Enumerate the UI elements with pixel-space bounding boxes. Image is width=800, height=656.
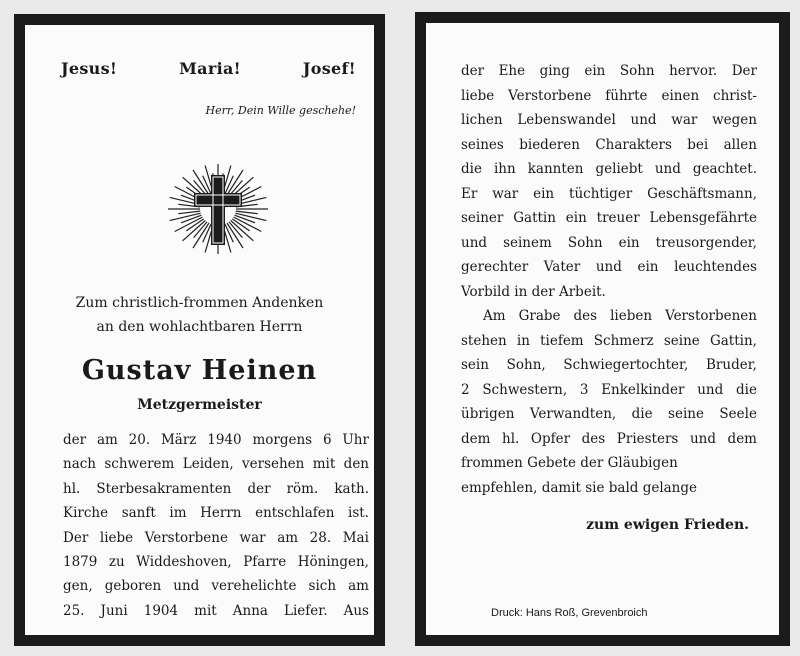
invocation-josef: Josef!: [302, 59, 356, 78]
deceased-name: Gustav Heinen: [81, 355, 318, 386]
body-line: Kirche sanft im Herrn entschlafen ist.: [63, 505, 369, 522]
body-line: gerechter Vater und ein leuchtendes: [461, 259, 757, 275]
occupation: Metzgermeister: [137, 397, 262, 413]
dedication-line-1: Zum christlich-frommen Andenken: [75, 295, 324, 311]
body-line: übrigen Verwandten, die seine Seele: [461, 406, 757, 422]
cross-with-rays-icon: [165, 161, 271, 257]
ray: [236, 211, 258, 214]
body-line: die ihn kannten geliebt und geachtet.: [461, 161, 757, 177]
body-line: lichen Lebenswandel und war wegen: [461, 112, 757, 128]
body-line: dem hl. Opfer des Priesters und dem: [461, 430, 757, 447]
body-line: nach schwerem Leiden, versehen mit den: [63, 456, 369, 473]
printer-credit: Druck: Hans Roß, Grevenbroich: [491, 607, 648, 619]
body-line: 25. Juni 1904 mit Anna Liefer. Aus: [63, 602, 369, 619]
body-line: frommen Gebete der Gläubigen: [461, 455, 678, 471]
invocation-maria: Maria!: [179, 59, 241, 78]
body-line: empfehlen, damit sie bald gelange: [461, 479, 698, 496]
prayer-line: Herr, Dein Wille geschehe!: [205, 104, 356, 117]
invocation: [61, 59, 356, 78]
body-line: Er war ein tüchtiger Geschäftsmann,: [461, 185, 757, 202]
body-line: der am 20. März 1940 morgens 6 Uhr: [63, 432, 369, 448]
invocation-jesus: Jesus!: [61, 59, 118, 78]
body-line: 1879 zu Widdeshoven, Pfarre Höningen,: [63, 554, 369, 570]
body-line: 2 Schwestern, 3 Enkelkinder und die: [461, 381, 757, 398]
body-line: stehen in tiefem Schmerz seine Gattin,: [461, 332, 757, 349]
ray: [178, 211, 200, 214]
body-line: Der liebe Verstorbene war am 28. Mai: [63, 529, 369, 546]
body-line: seiner Gattin ein treuer Lebensgefährte: [461, 210, 757, 226]
dedication-line-2: an den wohlachtbaren Herrn: [96, 319, 303, 335]
body-line: gen, geboren und verehelichte sich am: [63, 578, 369, 595]
right-card: [415, 12, 790, 646]
body-line: Am Grabe des lieben Verstorbenen: [483, 308, 757, 324]
body-line: seines biederen Charakters bei allen: [461, 136, 757, 153]
closing-line: zum ewigen Frieden.: [586, 517, 749, 533]
body-line: der Ehe ging ein Sohn hervor. Der: [461, 63, 757, 79]
left-card: [14, 14, 385, 646]
body-line: liebe Verstorbene führte einen christ-: [461, 87, 757, 104]
body-line: hl. Sterbesakramenten der röm. kath.: [63, 480, 369, 497]
body-line: Vorbild in der Arbeit.: [461, 283, 606, 300]
body-line: sein Sohn, Schwiegertochter, Bruder,: [461, 357, 757, 373]
body-line: und seinem Sohn ein treusorgender,: [461, 234, 757, 251]
